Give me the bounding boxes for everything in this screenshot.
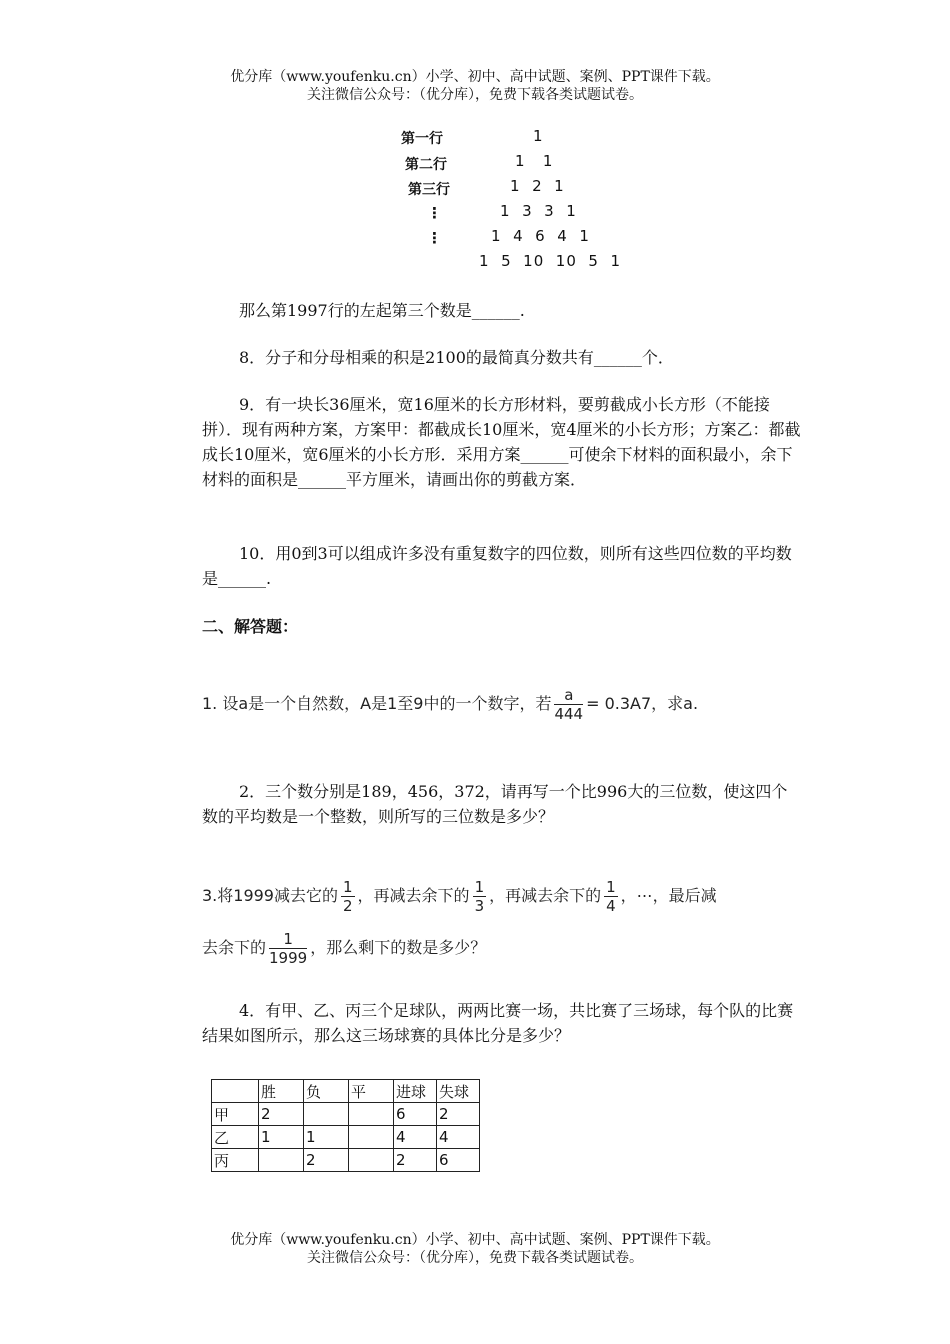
table-cell: [259, 1149, 304, 1172]
sq3-text-a: 3.将1999减去它的: [202, 886, 338, 905]
fraction-denominator: 3: [474, 897, 485, 915]
sq1-text-post: ，求a.: [651, 694, 699, 713]
header-line-1: 优分库（www.youfenku.cn）小学、初中、高中试题、案例、PPT课件下载。: [230, 69, 720, 85]
sq3-text-e: 去余下的: [202, 938, 267, 957]
table-cell: [349, 1149, 394, 1172]
table-header-cell: 进球: [394, 1080, 437, 1103]
page-footer: [0, 1231, 950, 1267]
question-8: 8．分子和分母相乘的积是2100的最简真分数共有______个．: [239, 348, 674, 367]
fraction-one-over-1999: [269, 930, 307, 967]
triangle-row-4: 1 3 3 1: [500, 202, 577, 220]
table-cell: [304, 1103, 349, 1126]
fraction-one-quarter: [604, 878, 618, 915]
match-results-table: [211, 1079, 480, 1172]
table-cell: [349, 1103, 394, 1126]
fraction-denominator: 1999: [269, 949, 308, 967]
solution-question-3-line-1: [202, 878, 717, 915]
table-cell: 6: [394, 1103, 437, 1126]
fraction-numerator: 1: [474, 878, 485, 896]
sq1-text-pre: 1. 设a是一个自然数，A是1至9中的一个数字，若: [202, 694, 552, 713]
question-10: 10．用0到3可以组成许多没有重复数字的四位数，则所有这些四位数的平均数是______.: [202, 544, 792, 588]
row-label-1: 第一行: [401, 131, 443, 147]
section-2-title: 二、解答题：: [202, 617, 299, 636]
solution-question-1: [202, 686, 698, 723]
ellipsis-dots-2: ⋮: [427, 229, 442, 247]
triangle-row-2: 1 1: [515, 152, 554, 170]
solution-question-3-line-2: [202, 930, 486, 967]
question-9: 9．有一块长36厘米，宽16厘米的长方形材料，要剪截成小长方形（不能接拼）．现有两种方案，方案甲：都截成长10厘米，宽4厘米的小长方形；方案乙：都截成长10厘米，宽6厘米的小长方形．采用方案______可使余下材料的面积最小，余下材料的面积是______平方厘米，请画出你的剪截方案．: [202, 395, 801, 489]
ellipsis-dots-1: ⋮: [427, 204, 442, 222]
header-line-2: 关注微信公众号：（优分库），免费下载各类试题试卷。: [307, 87, 643, 103]
table-row: [212, 1149, 480, 1172]
sq3-text-f: ，那么剩下的数是多少？: [310, 938, 487, 957]
footer-line-2: 关注微信公众号：（优分库），免费下载各类试题试卷。: [307, 1250, 643, 1266]
table-cell: 乙: [212, 1126, 259, 1149]
row-label-3: 第三行: [408, 182, 450, 198]
fraction-denominator: 2: [343, 897, 353, 915]
table-header-cell: 平: [349, 1080, 394, 1103]
table-header-cell: 失球: [437, 1080, 480, 1103]
triangle-row-1: 1: [533, 127, 544, 145]
table-header-cell: 胜: [259, 1080, 304, 1103]
table-cell: 2: [304, 1149, 349, 1172]
question-7-tail: 那么第1997行的左起第三个数是______.: [239, 301, 525, 320]
pascal-triangle-figure: [395, 122, 635, 272]
table-header-row: [212, 1080, 480, 1103]
sq3-text-d: ，⋯，最后减: [620, 886, 717, 905]
triangle-row-3: 1 2 1: [510, 177, 565, 195]
page-header: [0, 68, 950, 104]
sq3-text-c: ，再减去余下的: [489, 886, 602, 905]
fraction-one-half: [341, 878, 355, 915]
table-row: [212, 1126, 480, 1149]
table-header-cell: 负: [304, 1080, 349, 1103]
table-row: [212, 1103, 480, 1126]
footer-line-1: 优分库（www.youfenku.cn）小学、初中、高中试题、案例、PPT课件下载。: [230, 1232, 720, 1248]
triangle-row-6: 1 5 10 10 5 1: [479, 252, 622, 270]
table-cell: 甲: [212, 1103, 259, 1126]
solution-question-2: 2．三个数分别是189，456，372，请再写一个比996大的三位数，使这四个数的平均数是一个整数，则所写的三位数是多少？: [202, 782, 788, 826]
sq3-text-b: ，再减去余下的: [357, 886, 470, 905]
table-cell: 4: [394, 1126, 437, 1149]
fraction-a-over-444: [554, 686, 583, 723]
table-cell: 6: [437, 1149, 480, 1172]
fraction-numerator: 1: [269, 930, 307, 949]
fraction-numerator: 1: [606, 878, 616, 896]
table-cell: 2: [259, 1103, 304, 1126]
table-cell: 1: [259, 1126, 304, 1149]
table-cell: 1: [304, 1126, 349, 1149]
fraction-numerator: 1: [343, 878, 353, 896]
table-cell: 丙: [212, 1149, 259, 1172]
sq1-text-mid: = 0.3A7: [586, 694, 652, 713]
table-cell: 2: [437, 1103, 480, 1126]
table-header-cell: [212, 1080, 259, 1103]
table-cell: [349, 1126, 394, 1149]
fraction-denominator: 4: [606, 897, 616, 915]
fraction-numerator: a: [554, 686, 583, 705]
row-label-2: 第二行: [405, 157, 447, 173]
solution-question-4: 4．有甲、乙、丙三个足球队，两两比赛一场，共比赛了三场球，每个队的比赛结果如图所示，那么这三场球赛的具体比分是多少？: [202, 1001, 794, 1045]
table-cell: 2: [394, 1149, 437, 1172]
fraction-one-third: [473, 878, 487, 915]
triangle-row-5: 1 4 6 4 1: [491, 227, 590, 245]
fraction-denominator: 444: [554, 705, 584, 723]
table-cell: 4: [437, 1126, 480, 1149]
